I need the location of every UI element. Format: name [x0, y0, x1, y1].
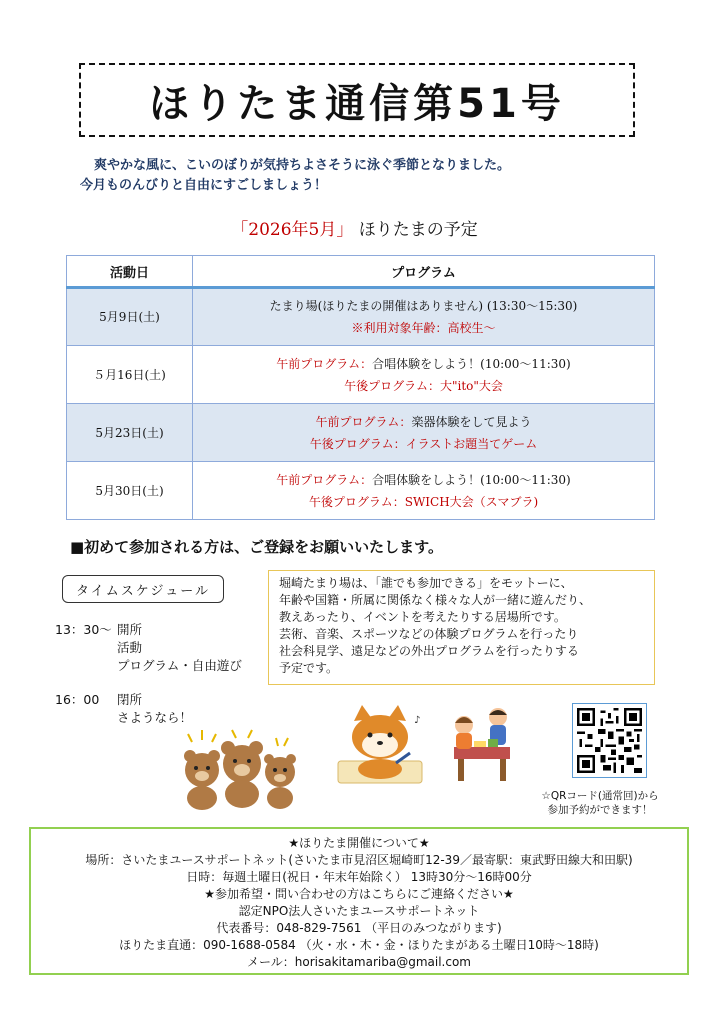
- about-line: 年齢や国籍・所属に関係なく様々な人が一緒に遊んだり、: [279, 593, 592, 607]
- footer-contact-heading: ★参加希望・問い合わせの方はこちらにご連絡ください★: [204, 887, 514, 901]
- header-date: 活動日: [67, 256, 193, 288]
- greeting-line-1: 爽やかな風に、こいのぼりが気持ちよさそうに泳ぐ季節となりました。: [94, 158, 511, 173]
- schedule-title: [0, 215, 709, 240]
- time-schedule-label: タイムスケジュール: [62, 575, 224, 603]
- footer-date: 日時：毎週土曜日(祝日・年末年始除く） 13時30分～16時00分: [186, 870, 532, 884]
- row-date: 5月23日(土): [67, 404, 193, 462]
- footer-org: 認定NPO法人さいたまユースサポートネット: [238, 904, 480, 918]
- svg-text:♪: ♪: [414, 715, 421, 726]
- about-line: 芸術、音楽、スポーツなどの体験プログラムを行ったり: [279, 627, 579, 641]
- program-line-2: 午後プログラム：イラストお題当てゲーム: [309, 436, 538, 451]
- row-date: ５月16日(土): [67, 346, 193, 404]
- about-box: [268, 570, 655, 685]
- close-time: 16：00: [55, 692, 100, 707]
- shiba-dog-illustration: [330, 703, 430, 785]
- program-line-2: 午後プログラム：SWICH大会（スマブラ): [308, 494, 539, 509]
- am-label: 午前プログラム：: [315, 414, 412, 429]
- row-date: 5月30日(土): [67, 462, 193, 520]
- footer-heading: ★ほりたま開催について★: [288, 836, 430, 850]
- qr-note-line-2: 参加予約ができます！: [547, 804, 653, 816]
- row-program: [193, 462, 655, 520]
- program-line-2: ※利用対象年齢：高校生～: [351, 321, 496, 335]
- schedule-month: 「2026年5月」: [231, 220, 354, 240]
- table-row: [67, 288, 655, 346]
- row-program: [193, 346, 655, 404]
- table-row: [67, 404, 655, 462]
- qr-note: [520, 789, 680, 817]
- registration-notice: ■初めて参加される方は、ご登録をお願いいたします。: [70, 538, 443, 556]
- activity-text: 活動: [117, 640, 143, 655]
- bears-illustration: [180, 728, 300, 810]
- row-date: 5月9日(土): [67, 288, 193, 346]
- children-playing-illustration: [444, 703, 520, 783]
- footer-place: 場所：さいたまユースサポートネット(さいたま市見沼区堀崎町12-39／最寄駅：東武野田線大和田駅): [85, 853, 633, 867]
- close-text: 閉所: [117, 692, 143, 707]
- about-line: 社会科見学、遠足などの外出プログラムを行ったりする: [279, 644, 579, 658]
- greeting: [80, 156, 640, 196]
- footer-email[interactable]: メール：horisakitamariba@gmail.com: [247, 955, 471, 969]
- greeting-line-2: 今月ものんびりと自由にすごしましょう！: [80, 178, 328, 193]
- qr-note-line-1: ☆QRコード(通常回)から: [541, 790, 659, 802]
- open-time: 13：30～: [55, 622, 112, 637]
- program-line-1: [193, 469, 654, 491]
- footer-phone: 代表番号：048-829-7561 （平日のみつながります): [216, 921, 502, 935]
- program-line-1: [193, 353, 654, 375]
- am-label: 午前プログラム：: [276, 472, 373, 487]
- program-line-2: 午後プログラム：大"ito"大会: [344, 378, 503, 393]
- newsletter-title: ほりたま通信第51号: [149, 80, 565, 127]
- program-text: プログラム・自由遊び: [117, 658, 242, 673]
- am-content: 楽器体験をして見よう: [411, 414, 532, 429]
- table-row: [67, 462, 655, 520]
- contact-footer: [29, 827, 689, 975]
- footer-direct: ほりたま直通：090-1688-0584 （火・水・木・金・ほりたまがある土曜日10時～18時): [119, 938, 599, 952]
- table-header-row: [67, 256, 655, 288]
- qr-code[interactable]: [572, 703, 647, 778]
- table-row: [67, 346, 655, 404]
- program-line-1: [193, 411, 654, 433]
- am-content: 合唱体験をしよう！(10:00～11:30): [372, 472, 571, 487]
- time-schedule: [55, 621, 242, 727]
- open-text: 開所: [117, 622, 143, 637]
- row-program: [193, 288, 655, 346]
- row-program: [193, 404, 655, 462]
- about-line: 予定です。: [279, 661, 339, 675]
- newsletter-title-box: [79, 63, 635, 137]
- about-line: 堀崎たまり場は、「誰でも参加できる」をモットーに、: [279, 576, 573, 590]
- about-line: 教えあったり、イベントを考えたりする居場所です。: [279, 610, 566, 624]
- program-line-1: たまり場(ほりたまの開催はありません) (13:30～15:30): [269, 299, 578, 313]
- goodbye-text: さようなら！: [117, 710, 193, 725]
- am-content: 合唱体験をしよう！(10:00～11:30): [372, 356, 571, 371]
- schedule-table: [66, 255, 655, 520]
- header-program: プログラム: [193, 256, 655, 288]
- schedule-title-rest: ほりたまの予定: [353, 220, 478, 240]
- am-label: 午前プログラム：: [276, 356, 373, 371]
